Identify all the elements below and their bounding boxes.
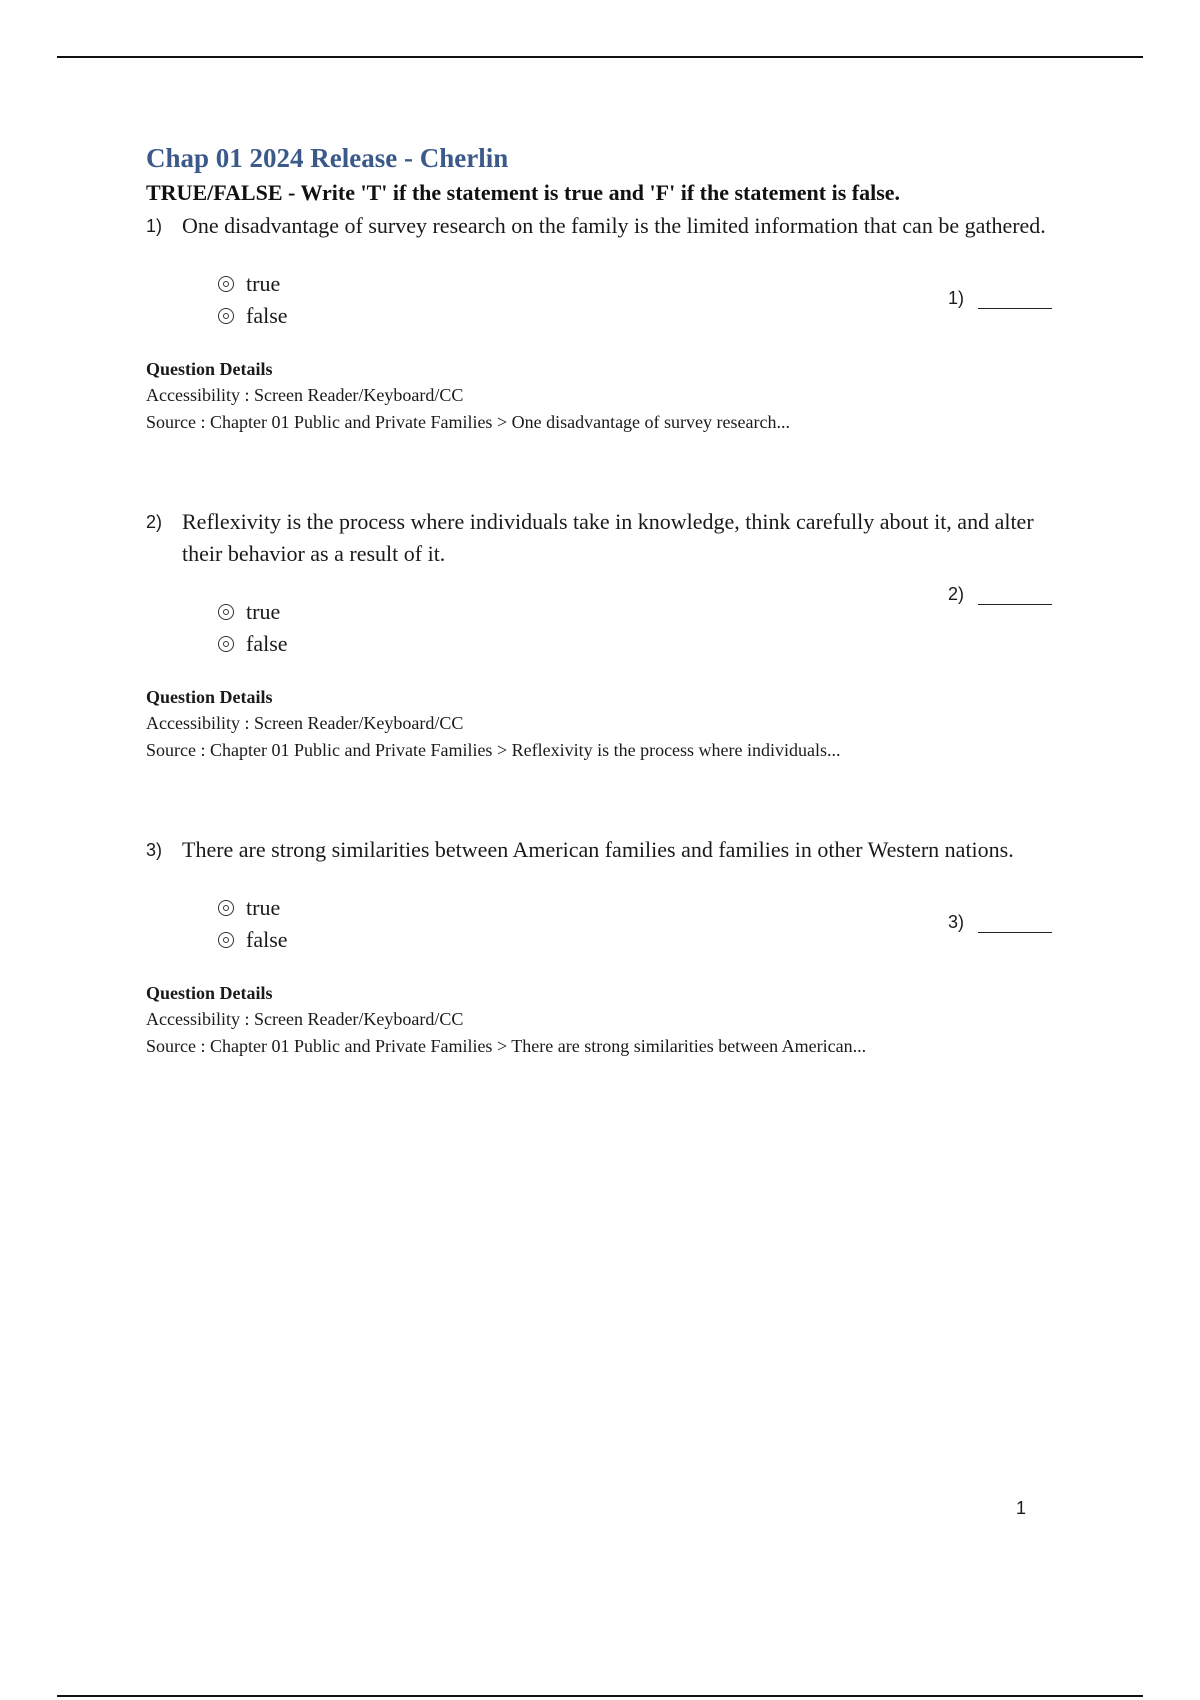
- option-label: true: [246, 895, 281, 920]
- radio-icon[interactable]: [218, 932, 234, 948]
- answer-blank[interactable]: [948, 288, 1052, 309]
- answer-line[interactable]: [978, 918, 1052, 933]
- question-2: [146, 506, 1086, 764]
- answer-blank[interactable]: [948, 912, 1052, 933]
- radio-icon[interactable]: [218, 604, 234, 620]
- options-list: [218, 596, 1086, 660]
- radio-icon[interactable]: [218, 900, 234, 916]
- option-label: true: [246, 599, 281, 624]
- option-label: false: [246, 927, 288, 952]
- details-heading: Question Details: [146, 687, 273, 707]
- answer-blank-label: 3): [947, 912, 964, 932]
- bottom-rule: [57, 1695, 1143, 1697]
- question-details: [146, 684, 1086, 764]
- answer-line[interactable]: [978, 590, 1052, 605]
- question-number: 1): [146, 216, 163, 236]
- answer-blank-label: 1): [947, 288, 964, 308]
- details-accessibility: Accessibility : Screen Reader/Keyboard/CC: [146, 713, 464, 733]
- question-number: 2): [146, 512, 163, 532]
- question-details: [146, 980, 1086, 1060]
- document-page: [146, 140, 1086, 1060]
- question-text: Reflexivity is the process where individuals take in knowledge, think carefully about it, and alter their behavior as a result of it.: [182, 509, 1034, 566]
- answer-blank[interactable]: [948, 584, 1052, 605]
- radio-icon[interactable]: [218, 308, 234, 324]
- radio-icon[interactable]: [218, 276, 234, 292]
- section-instructions: TRUE/FALSE - Write 'T' if the statement is true and 'F' if the statement is false.: [146, 180, 901, 205]
- question-number: 3): [146, 840, 163, 860]
- page-number: 1: [1016, 1498, 1027, 1518]
- top-rule: [57, 56, 1143, 58]
- question-1: [146, 210, 1086, 436]
- question-text: There are strong similarities between American families and families in other Western nations.: [182, 837, 1014, 862]
- details-source: Source : Chapter 01 Public and Private Families > There are strong similarities between American...: [146, 1036, 867, 1056]
- option-label: true: [246, 271, 281, 296]
- option-false[interactable]: [218, 628, 1086, 660]
- option-label: false: [246, 303, 288, 328]
- option-label: false: [246, 631, 288, 656]
- page-title: Chap 01 2024 Release - Cherlin: [146, 143, 509, 173]
- question-details: [146, 356, 1086, 436]
- details-source: Source : Chapter 01 Public and Private Families > One disadvantage of survey research...: [146, 412, 790, 432]
- question-3: [146, 834, 1086, 1060]
- details-accessibility: Accessibility : Screen Reader/Keyboard/CC: [146, 385, 464, 405]
- details-source: Source : Chapter 01 Public and Private Families > Reflexivity is the process where individuals...: [146, 740, 841, 760]
- radio-icon[interactable]: [218, 636, 234, 652]
- question-text: One disadvantage of survey research on the family is the limited information that can be gathered.: [182, 213, 1046, 238]
- details-heading: Question Details: [146, 983, 273, 1003]
- details-heading: Question Details: [146, 359, 273, 379]
- answer-blank-label: 2): [947, 584, 964, 604]
- details-accessibility: Accessibility : Screen Reader/Keyboard/CC: [146, 1009, 464, 1029]
- answer-line[interactable]: [978, 294, 1052, 309]
